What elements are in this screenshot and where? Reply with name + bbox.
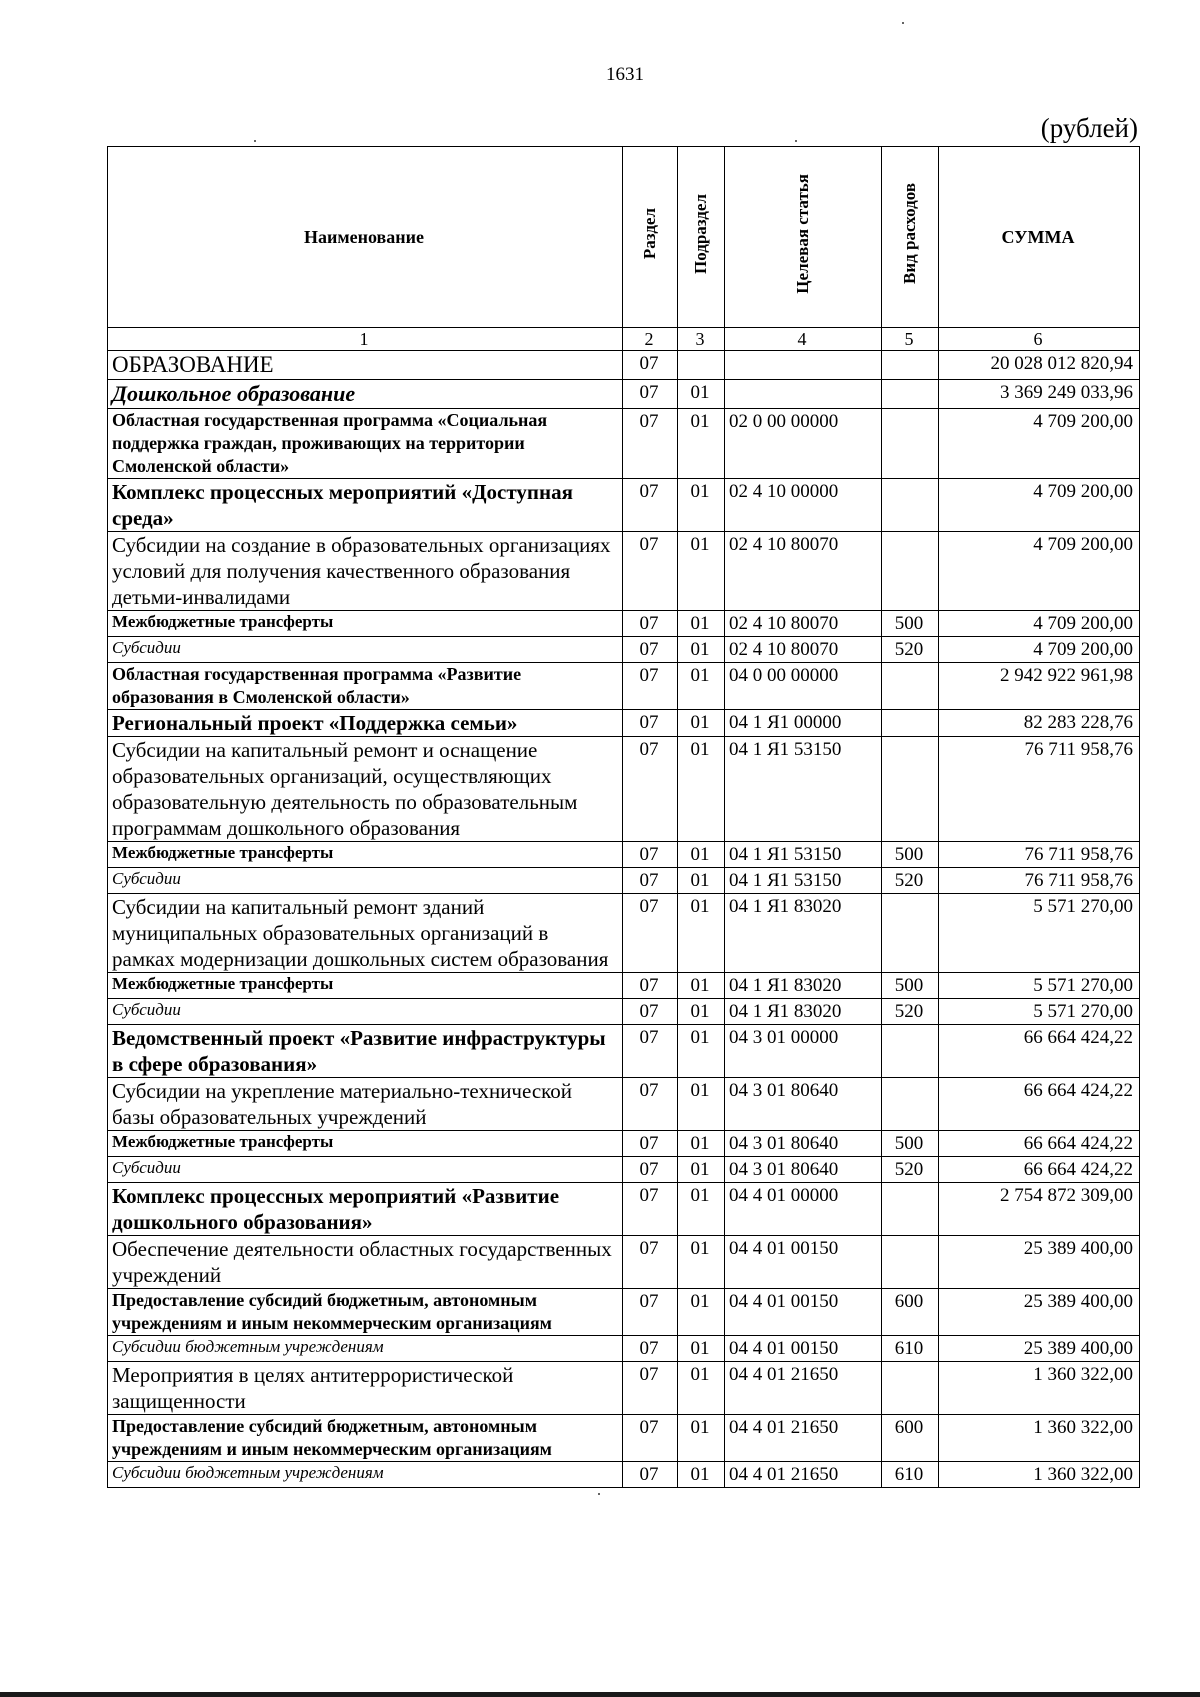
row-target: 02 4 10 80070 bbox=[725, 637, 882, 663]
row-razdel: 07 bbox=[623, 737, 678, 842]
row-sum: 2 754 872 309,00 bbox=[939, 1183, 1140, 1236]
row-type bbox=[882, 351, 939, 380]
row-target: 04 1 Я1 83020 bbox=[725, 894, 882, 973]
row-sum: 3 369 249 033,96 bbox=[939, 380, 1140, 409]
row-type: 500 bbox=[882, 973, 939, 999]
row-type bbox=[882, 380, 939, 409]
scan-speck bbox=[902, 22, 904, 24]
row-target bbox=[725, 380, 882, 409]
row-razdel: 07 bbox=[623, 999, 678, 1025]
row-razdel: 07 bbox=[623, 1362, 678, 1415]
budget-table bbox=[107, 146, 1140, 1488]
row-razdel: 07 bbox=[623, 842, 678, 868]
table-row bbox=[108, 737, 1140, 842]
table-row bbox=[108, 1336, 1140, 1362]
row-name: Комплекс процессных мероприятий «Доступная среда» bbox=[108, 479, 623, 532]
table-row bbox=[108, 1025, 1140, 1078]
row-name: Межбюджетные трансферты bbox=[108, 1131, 623, 1157]
row-type bbox=[882, 532, 939, 611]
row-razdel: 07 bbox=[623, 1462, 678, 1488]
row-target: 04 4 01 21650 bbox=[725, 1415, 882, 1462]
row-podrazdel: 01 bbox=[678, 663, 725, 710]
row-target: 04 4 01 00150 bbox=[725, 1236, 882, 1289]
row-target: 04 1 Я1 00000 bbox=[725, 710, 882, 737]
header-target bbox=[725, 147, 882, 328]
row-razdel: 07 bbox=[623, 1025, 678, 1078]
row-name: Субсидии на капитальный ремонт и оснащение образовательных организаций, осуществляющих образовательную деятельность по образовательным программам дошкольного образования bbox=[108, 737, 623, 842]
row-sum: 1 360 322,00 bbox=[939, 1362, 1140, 1415]
row-razdel: 07 bbox=[623, 663, 678, 710]
table-row bbox=[108, 1236, 1140, 1289]
row-podrazdel: 01 bbox=[678, 999, 725, 1025]
row-name: Областная государственная программа «Развитие образования в Смоленской области» bbox=[108, 663, 623, 710]
row-name: Субсидии bbox=[108, 868, 623, 894]
row-sum: 82 283 228,76 bbox=[939, 710, 1140, 737]
row-target: 04 3 01 80640 bbox=[725, 1078, 882, 1131]
row-podrazdel: 01 bbox=[678, 894, 725, 973]
row-type: 500 bbox=[882, 842, 939, 868]
row-podrazdel: 01 bbox=[678, 1415, 725, 1462]
table-row bbox=[108, 1462, 1140, 1488]
row-target: 02 4 10 00000 bbox=[725, 479, 882, 532]
row-razdel: 07 bbox=[623, 1078, 678, 1131]
table-body bbox=[108, 351, 1140, 1488]
row-podrazdel: 01 bbox=[678, 380, 725, 409]
row-razdel: 07 bbox=[623, 532, 678, 611]
row-razdel: 07 bbox=[623, 351, 678, 380]
row-sum: 4 709 200,00 bbox=[939, 409, 1140, 479]
row-sum: 5 571 270,00 bbox=[939, 894, 1140, 973]
row-podrazdel: 01 bbox=[678, 1157, 725, 1183]
row-podrazdel: 01 bbox=[678, 1025, 725, 1078]
row-target: 04 3 01 80640 bbox=[725, 1131, 882, 1157]
row-podrazdel: 01 bbox=[678, 611, 725, 637]
row-razdel: 07 bbox=[623, 973, 678, 999]
row-type: 500 bbox=[882, 611, 939, 637]
row-target: 04 3 01 80640 bbox=[725, 1157, 882, 1183]
row-type: 610 bbox=[882, 1336, 939, 1362]
row-type bbox=[882, 1236, 939, 1289]
row-sum: 5 571 270,00 bbox=[939, 973, 1140, 999]
row-sum: 20 028 012 820,94 bbox=[939, 351, 1140, 380]
table-row bbox=[108, 1157, 1140, 1183]
row-podrazdel: 01 bbox=[678, 1289, 725, 1336]
row-target bbox=[725, 351, 882, 380]
row-target: 04 1 Я1 53150 bbox=[725, 842, 882, 868]
table-row bbox=[108, 380, 1140, 409]
row-type bbox=[882, 663, 939, 710]
table-row bbox=[108, 479, 1140, 532]
row-podrazdel: 01 bbox=[678, 532, 725, 611]
table-row bbox=[108, 1289, 1140, 1336]
table-row bbox=[108, 1131, 1140, 1157]
row-name: Межбюджетные трансферты bbox=[108, 611, 623, 637]
row-type bbox=[882, 1183, 939, 1236]
row-name: Межбюджетные трансферты bbox=[108, 842, 623, 868]
row-razdel: 07 bbox=[623, 1183, 678, 1236]
header-podrazdel bbox=[678, 147, 725, 328]
table-row bbox=[108, 868, 1140, 894]
row-name: Мероприятия в целях антитеррористической защищенности bbox=[108, 1362, 623, 1415]
row-sum: 66 664 424,22 bbox=[939, 1078, 1140, 1131]
row-type: 520 bbox=[882, 637, 939, 663]
row-razdel: 07 bbox=[623, 1131, 678, 1157]
table-row bbox=[108, 1183, 1140, 1236]
row-podrazdel bbox=[678, 351, 725, 380]
table-row bbox=[108, 351, 1140, 380]
column-number: 4 bbox=[725, 328, 882, 351]
row-razdel: 07 bbox=[623, 380, 678, 409]
row-razdel: 07 bbox=[623, 409, 678, 479]
row-podrazdel: 01 bbox=[678, 973, 725, 999]
row-name: Дошкольное образование bbox=[108, 380, 623, 409]
row-podrazdel: 01 bbox=[678, 1462, 725, 1488]
scan-edge bbox=[0, 1692, 1200, 1697]
row-target: 04 0 00 00000 bbox=[725, 663, 882, 710]
row-target: 04 1 Я1 53150 bbox=[725, 868, 882, 894]
row-sum: 25 389 400,00 bbox=[939, 1236, 1140, 1289]
row-name: Обеспечение деятельности областных государственных учреждений bbox=[108, 1236, 623, 1289]
table-row bbox=[108, 409, 1140, 479]
row-target: 04 4 01 21650 bbox=[725, 1462, 882, 1488]
row-podrazdel: 01 bbox=[678, 1362, 725, 1415]
row-podrazdel: 01 bbox=[678, 1183, 725, 1236]
row-target: 04 4 01 00150 bbox=[725, 1336, 882, 1362]
row-sum: 25 389 400,00 bbox=[939, 1289, 1140, 1336]
header-razdel-label: Раздел bbox=[639, 207, 659, 260]
row-name: Субсидии бюджетным учреждениям bbox=[108, 1462, 623, 1488]
table-header-row bbox=[108, 147, 1140, 328]
row-razdel: 07 bbox=[623, 1157, 678, 1183]
row-type bbox=[882, 409, 939, 479]
row-sum: 2 942 922 961,98 bbox=[939, 663, 1140, 710]
row-type bbox=[882, 737, 939, 842]
header-sum: СУММА bbox=[939, 147, 1140, 328]
row-sum: 4 709 200,00 bbox=[939, 611, 1140, 637]
row-sum: 76 711 958,76 bbox=[939, 868, 1140, 894]
column-number: 2 bbox=[623, 328, 678, 351]
table-row bbox=[108, 894, 1140, 973]
table-row bbox=[108, 842, 1140, 868]
row-podrazdel: 01 bbox=[678, 1336, 725, 1362]
row-target: 04 1 Я1 53150 bbox=[725, 737, 882, 842]
row-name: Субсидии bbox=[108, 637, 623, 663]
row-name: Межбюджетные трансферты bbox=[108, 973, 623, 999]
row-type: 520 bbox=[882, 868, 939, 894]
row-sum: 25 389 400,00 bbox=[939, 1336, 1140, 1362]
row-razdel: 07 bbox=[623, 1336, 678, 1362]
row-razdel: 07 bbox=[623, 1415, 678, 1462]
scan-speck bbox=[795, 140, 797, 142]
row-podrazdel: 01 bbox=[678, 868, 725, 894]
column-number-row bbox=[108, 328, 1140, 351]
row-name: ОБРАЗОВАНИЕ bbox=[108, 351, 623, 380]
header-podrazdel-label: Подраздел bbox=[690, 193, 710, 274]
row-sum: 5 571 270,00 bbox=[939, 999, 1140, 1025]
row-podrazdel: 01 bbox=[678, 710, 725, 737]
column-number: 1 bbox=[108, 328, 623, 351]
table-row bbox=[108, 663, 1140, 710]
header-razdel bbox=[623, 147, 678, 328]
row-type bbox=[882, 479, 939, 532]
row-target: 04 1 Я1 83020 bbox=[725, 999, 882, 1025]
row-target: 04 4 01 00150 bbox=[725, 1289, 882, 1336]
unit-label: (рублей) bbox=[1040, 113, 1138, 143]
header-type-label: Вид расходов bbox=[899, 183, 919, 284]
row-type: 500 bbox=[882, 1131, 939, 1157]
row-sum: 4 709 200,00 bbox=[939, 637, 1140, 663]
page-number: 1631 bbox=[606, 64, 644, 85]
table-row bbox=[108, 710, 1140, 737]
row-razdel: 07 bbox=[623, 894, 678, 973]
row-podrazdel: 01 bbox=[678, 842, 725, 868]
table-row bbox=[108, 1078, 1140, 1131]
table-row bbox=[108, 973, 1140, 999]
row-name: Региональный проект «Поддержка семьи» bbox=[108, 710, 623, 737]
table-row bbox=[108, 532, 1140, 611]
row-name: Субсидии на капитальный ремонт зданий муниципальных образовательных организаций в рамках модернизации дошкольных систем образования bbox=[108, 894, 623, 973]
row-name: Субсидии на создание в образовательных организациях условий для получения качественного образования детьми-инвалидами bbox=[108, 532, 623, 611]
row-type: 520 bbox=[882, 1157, 939, 1183]
row-target: 02 4 10 80070 bbox=[725, 611, 882, 637]
header-target-label: Целевая статья bbox=[792, 173, 812, 294]
row-target: 04 4 01 21650 bbox=[725, 1362, 882, 1415]
row-target: 04 1 Я1 83020 bbox=[725, 973, 882, 999]
scan-speck bbox=[254, 140, 256, 142]
row-type bbox=[882, 894, 939, 973]
row-razdel: 07 bbox=[623, 868, 678, 894]
row-type bbox=[882, 1078, 939, 1131]
row-sum: 76 711 958,76 bbox=[939, 842, 1140, 868]
column-number: 6 bbox=[939, 328, 1140, 351]
header-name: Наименование bbox=[108, 147, 623, 328]
row-name: Субсидии на укрепление материально-технической базы образовательных учреждений bbox=[108, 1078, 623, 1131]
row-podrazdel: 01 bbox=[678, 637, 725, 663]
header-type bbox=[882, 147, 939, 328]
row-razdel: 07 bbox=[623, 479, 678, 532]
row-type: 520 bbox=[882, 999, 939, 1025]
row-sum: 1 360 322,00 bbox=[939, 1415, 1140, 1462]
row-name: Областная государственная программа «Социальная поддержка граждан, проживающих на территории Смоленской области» bbox=[108, 409, 623, 479]
row-name: Комплекс процессных мероприятий «Развитие дошкольного образования» bbox=[108, 1183, 623, 1236]
row-razdel: 07 bbox=[623, 611, 678, 637]
row-razdel: 07 bbox=[623, 710, 678, 737]
row-type bbox=[882, 1362, 939, 1415]
row-target: 04 3 01 00000 bbox=[725, 1025, 882, 1078]
row-name: Субсидии bbox=[108, 999, 623, 1025]
row-type: 600 bbox=[882, 1289, 939, 1336]
column-number: 3 bbox=[678, 328, 725, 351]
column-number: 5 bbox=[882, 328, 939, 351]
row-razdel: 07 bbox=[623, 1236, 678, 1289]
row-name: Ведомственный проект «Развитие инфраструктуры в сфере образования» bbox=[108, 1025, 623, 1078]
row-podrazdel: 01 bbox=[678, 1131, 725, 1157]
row-podrazdel: 01 bbox=[678, 1236, 725, 1289]
row-podrazdel: 01 bbox=[678, 737, 725, 842]
row-type bbox=[882, 710, 939, 737]
row-target: 02 4 10 80070 bbox=[725, 532, 882, 611]
row-sum: 1 360 322,00 bbox=[939, 1462, 1140, 1488]
scan-speck bbox=[598, 1493, 600, 1495]
row-sum: 4 709 200,00 bbox=[939, 479, 1140, 532]
table-row bbox=[108, 999, 1140, 1025]
row-sum: 66 664 424,22 bbox=[939, 1131, 1140, 1157]
row-target: 02 0 00 00000 bbox=[725, 409, 882, 479]
row-podrazdel: 01 bbox=[678, 1078, 725, 1131]
table-row bbox=[108, 637, 1140, 663]
row-podrazdel: 01 bbox=[678, 479, 725, 532]
row-name: Субсидии бюджетным учреждениям bbox=[108, 1336, 623, 1362]
row-name: Субсидии bbox=[108, 1157, 623, 1183]
row-type: 610 bbox=[882, 1462, 939, 1488]
row-sum: 4 709 200,00 bbox=[939, 532, 1140, 611]
table-row bbox=[108, 1415, 1140, 1462]
row-name: Предоставление субсидий бюджетным, автономным учреждениям и иным некоммерческим организациям bbox=[108, 1415, 623, 1462]
row-name: Предоставление субсидий бюджетным, автономным учреждениям и иным некоммерческим организациям bbox=[108, 1289, 623, 1336]
row-sum: 76 711 958,76 bbox=[939, 737, 1140, 842]
row-razdel: 07 bbox=[623, 637, 678, 663]
row-sum: 66 664 424,22 bbox=[939, 1157, 1140, 1183]
row-podrazdel: 01 bbox=[678, 409, 725, 479]
row-type bbox=[882, 1025, 939, 1078]
table-row bbox=[108, 1362, 1140, 1415]
row-razdel: 07 bbox=[623, 1289, 678, 1336]
row-target: 04 4 01 00000 bbox=[725, 1183, 882, 1236]
row-type: 600 bbox=[882, 1415, 939, 1462]
table-row bbox=[108, 611, 1140, 637]
row-sum: 66 664 424,22 bbox=[939, 1025, 1140, 1078]
